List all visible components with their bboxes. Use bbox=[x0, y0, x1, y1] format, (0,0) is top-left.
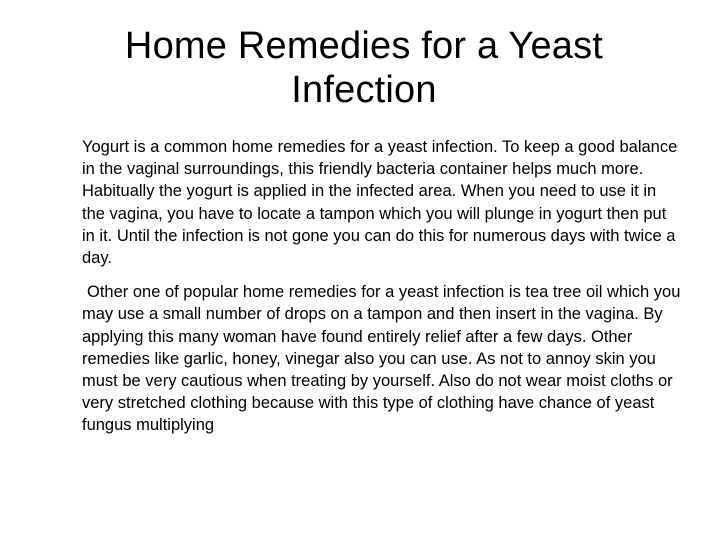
paragraph-yogurt: Yogurt is a common home remedies for a yeast infection. To keep a good balance in the vaginal surroundings, this friendly bacteria container helps much more. Habitually the yogurt is applied in the infected area. When you need to use it in the vagina, you have to locate a tampon which you will plunge in yogurt then put in it. Until the infection is not gone you can do this for numerous days with twice a day. bbox=[82, 138, 678, 268]
paragraph-tea-tree-oil: Other one of popular home remedies for a yeast infection is tea tree oil which you may use a small number of drops on a tampon and then insert in the vagina. By applying this many woman have found entirely relief after a few days. Other remedies like garlic, honey, vinegar also you can use. As not to annoy skin you must be very cautious when treating by yourself. Also do not wear moist cloths or very stretched clothing because with this type of clothing have chance of yeast fungus multiplying bbox=[82, 283, 681, 435]
slide-title: Home Remedies for a Yeast Infection bbox=[124, 25, 604, 111]
slide-body bbox=[82, 136, 682, 437]
